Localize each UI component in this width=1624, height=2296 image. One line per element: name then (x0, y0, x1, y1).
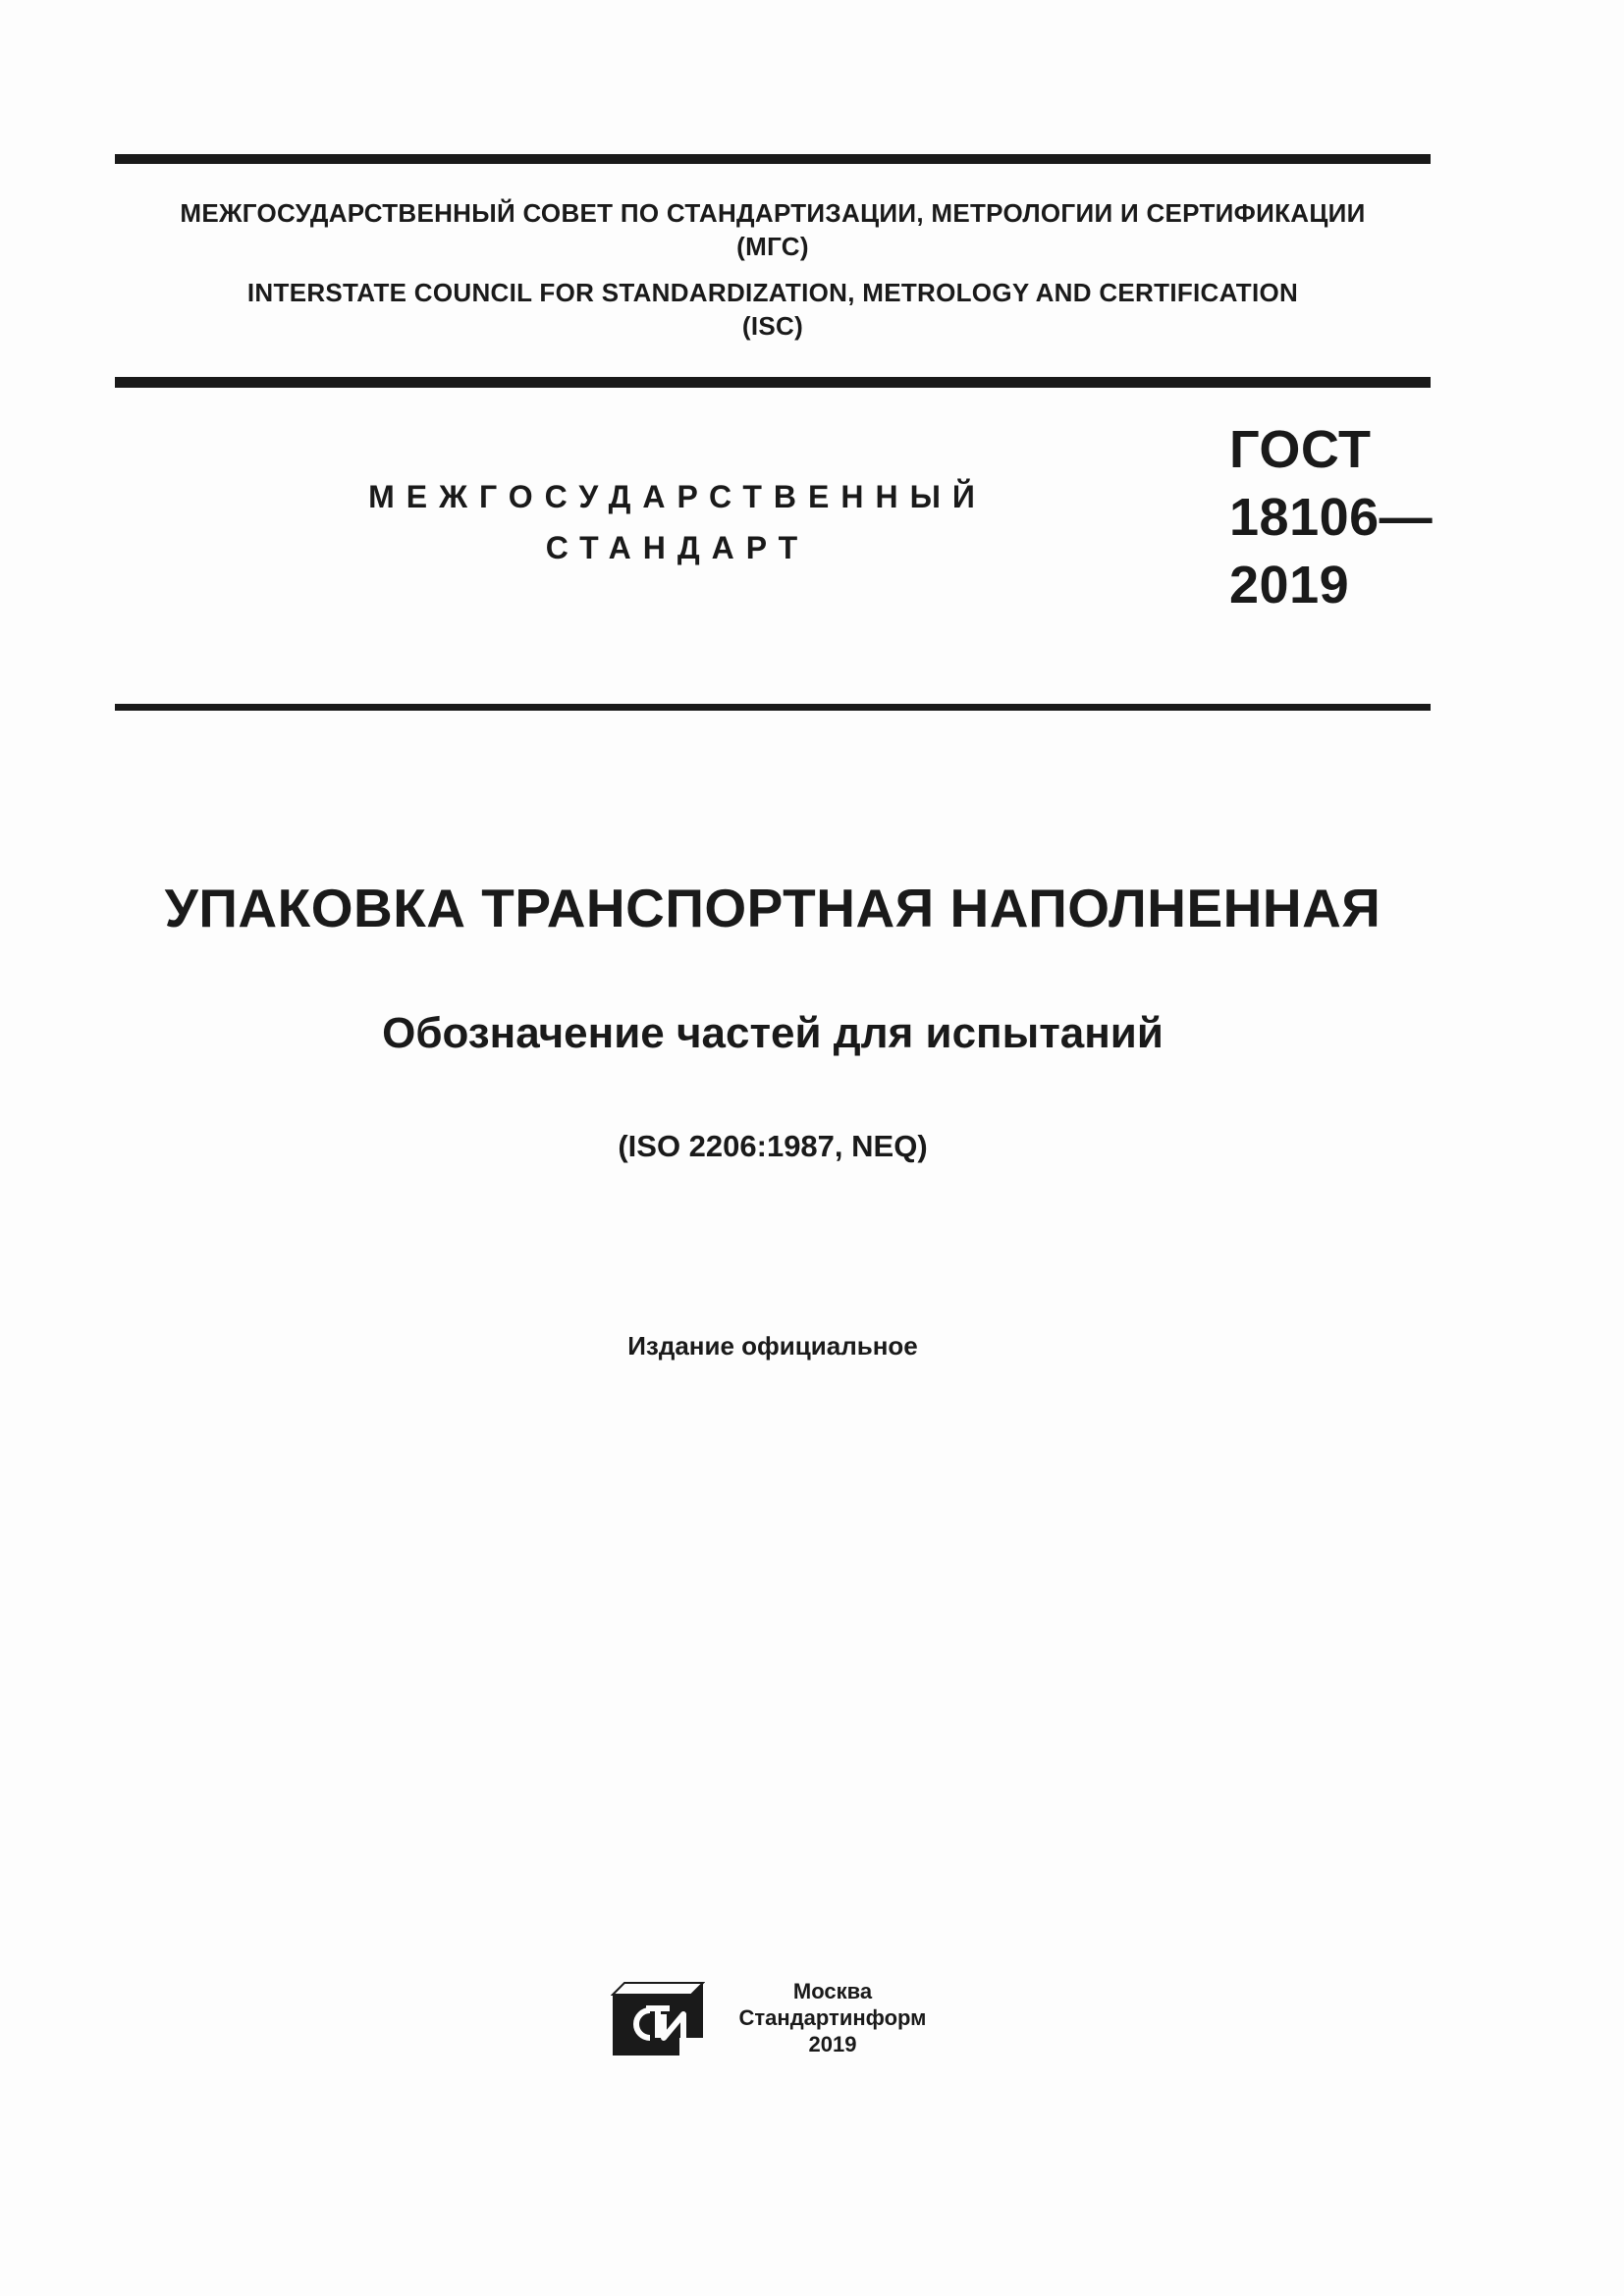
standard-kind (324, 471, 1031, 573)
designation-prefix: ГОСТ (1229, 420, 1372, 479)
publisher-year: 2019 (808, 2032, 857, 2056)
designation-divider (115, 704, 1431, 711)
document-subtitle: Обозначение частей для испытаний (382, 1009, 1164, 1057)
header-divider (115, 377, 1431, 388)
publisher-block (715, 1978, 950, 2057)
council-en-name: INTERSTATE COUNCIL FOR STANDARDIZATION, METROLOGY AND CERTIFICATION (246, 278, 1299, 307)
publisher-city: Москва (792, 1979, 873, 2003)
standard-kind-line1: МЕЖГОСУДАРСТВЕННЫЙ (368, 479, 987, 514)
standartinform-logo-icon (611, 1981, 705, 2057)
designation-year: 2019 (1229, 556, 1350, 614)
iso-reference: (ISO 2206:1987, NEQ) (618, 1129, 928, 1163)
standard-kind-line2: СТАНДАРТ (545, 530, 810, 565)
document-title: УПАКОВКА ТРАНСПОРТНАЯ НАПОЛНЕННАЯ (164, 878, 1381, 938)
edition-note: Издание официальное (627, 1331, 918, 1361)
council-ru-block (115, 196, 1431, 263)
designation-number: 18106— (1229, 488, 1434, 547)
council-en-block (115, 276, 1431, 343)
standard-designation (1229, 416, 1433, 619)
council-en-abbr: (ISC) (741, 311, 804, 341)
council-ru-name: МЕЖГОСУДАРСТВЕННЫЙ СОВЕТ ПО СТАНДАРТИЗАЦИИ, МЕТРОЛОГИИ И СЕРТИФИКАЦИИ (180, 198, 1366, 228)
publisher-name: Стандартинформ (738, 2005, 927, 2030)
council-ru-abbr: (МГС) (736, 232, 809, 261)
top-rule (115, 154, 1431, 164)
